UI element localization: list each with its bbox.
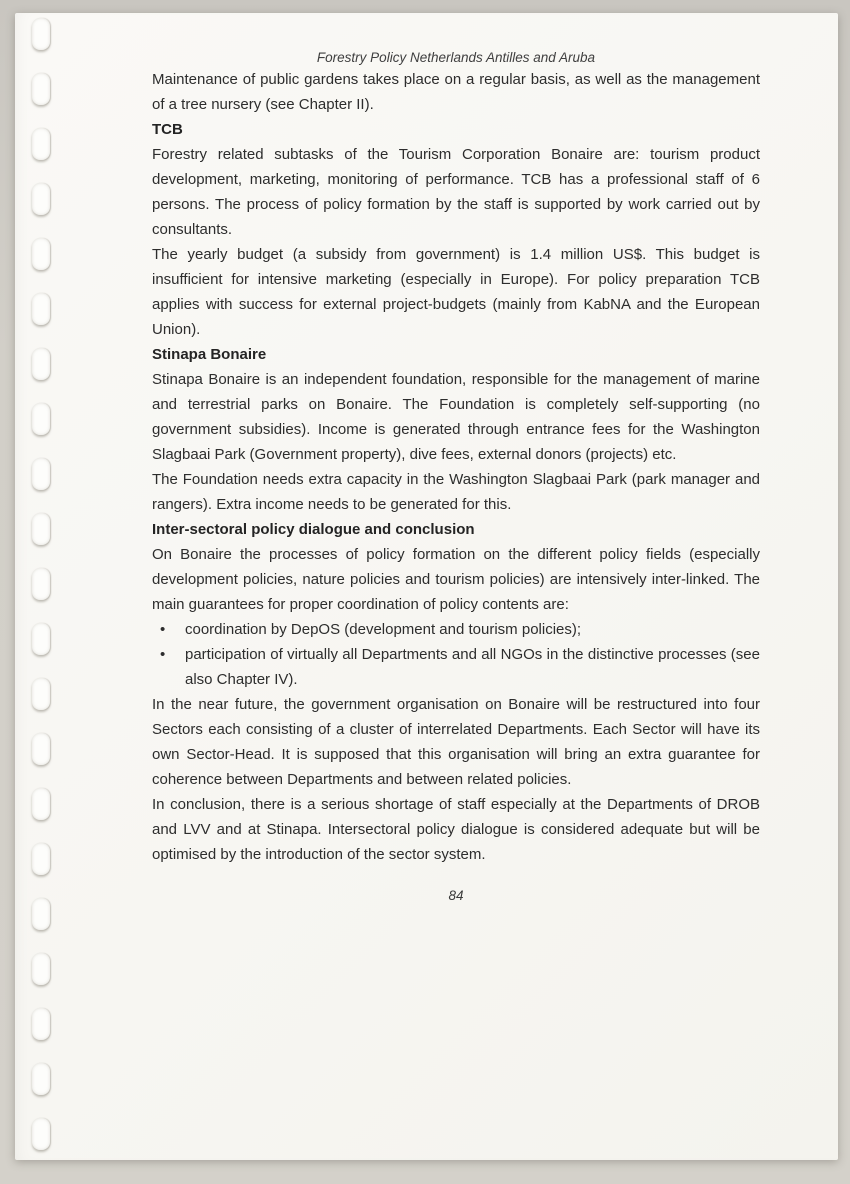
page-content	[152, 49, 760, 905]
heading-intersectoral: Inter-sectoral policy dialogue and conclusion	[152, 521, 475, 538]
binding-hole	[32, 348, 50, 380]
bullet-icon: •	[160, 646, 166, 663]
binding-hole	[32, 128, 50, 160]
binding-hole	[32, 18, 50, 50]
binding-hole	[32, 183, 50, 215]
bullet-item	[152, 642, 760, 692]
bullet-text: participation of virtually all Departments and all NGOs in the distinctive processes (see also Chapter IV).	[185, 646, 760, 688]
conclusion-paragraph: In conclusion, there is a serious shortage of staff especially at the Departments of DROB and LVV and at Stinapa. Intersectoral policy dialogue is considered adequate but will be optimised by the introduction of the sector system.	[152, 796, 760, 863]
stinapa-paragraph-2: The Foundation needs extra capacity in the Washington Slagbaai Park (park manager and rangers). Extra income needs to be generated for this.	[152, 471, 760, 513]
intersectoral-paragraph-1: On Bonaire the processes of policy formation on the different policy fields (especially development policies, nature policies and tourism policies) are intensively inter-linked. The main guarantees for proper coordination of policy contents are:	[152, 546, 760, 613]
binding-hole	[32, 513, 50, 545]
bullet-icon: •	[160, 621, 166, 638]
binding-hole	[32, 898, 50, 930]
document-page	[15, 13, 838, 1160]
page-number: 84	[448, 888, 464, 903]
bullet-text: coordination by DepOS (development and tourism policies);	[185, 621, 582, 638]
stinapa-paragraph-1: Stinapa Bonaire is an independent foundation, responsible for the management of marine and terrestrial parks on Bonaire. The Foundation is completely self-supporting (no government subsidies). Income is generated through entrance fees for the Washington Slagbaai Park (Government property), dive fees, external donors (projects) etc.	[152, 371, 760, 463]
heading-stinapa: Stinapa Bonaire	[152, 346, 267, 363]
binding-hole	[32, 678, 50, 710]
binding-hole	[32, 73, 50, 105]
binding-hole	[32, 1008, 50, 1040]
binding-hole	[32, 458, 50, 490]
heading-tcb: TCB	[152, 121, 183, 138]
tcb-paragraph-2: The yearly budget (a subsidy from government) is 1.4 million US$. This budget is insufficient for intensive marketing (especially in Europe). For policy preparation TCB applies with success for external project-budgets (mainly from KabNA and the European Union).	[152, 246, 760, 338]
binding-hole	[32, 843, 50, 875]
binding-hole	[32, 293, 50, 325]
binding-hole	[32, 1118, 50, 1150]
future-paragraph: In the near future, the government organisation on Bonaire will be restructured into four Sectors each consisting of a cluster of interrelated Departments. Each Sector will have its own Sector-Head. It is supposed that this organisation will bring an extra guarantee for coherence between Departments and between related policies.	[152, 696, 760, 788]
intro-paragraph: Maintenance of public gardens takes place on a regular basis, as well as the management of a tree nursery (see Chapter II).	[152, 71, 760, 113]
binding-holes	[32, 18, 50, 1150]
binding-hole	[32, 623, 50, 655]
binding-hole	[32, 788, 50, 820]
running-header: Forestry Policy Netherlands Antilles and Aruba	[316, 50, 596, 65]
binding-hole	[32, 568, 50, 600]
tcb-paragraph-1: Forestry related subtasks of the Tourism Corporation Bonaire are: tourism product development, marketing, monitoring of performance. TCB has a professional staff of 6 persons. The process of policy formation by the staff is supported by work carried out by consultants.	[152, 146, 760, 238]
binding-hole	[32, 403, 50, 435]
binding-hole	[32, 238, 50, 270]
binding-hole	[32, 733, 50, 765]
binding-hole	[32, 953, 50, 985]
binding-hole	[32, 1063, 50, 1095]
bullet-item	[152, 617, 760, 642]
